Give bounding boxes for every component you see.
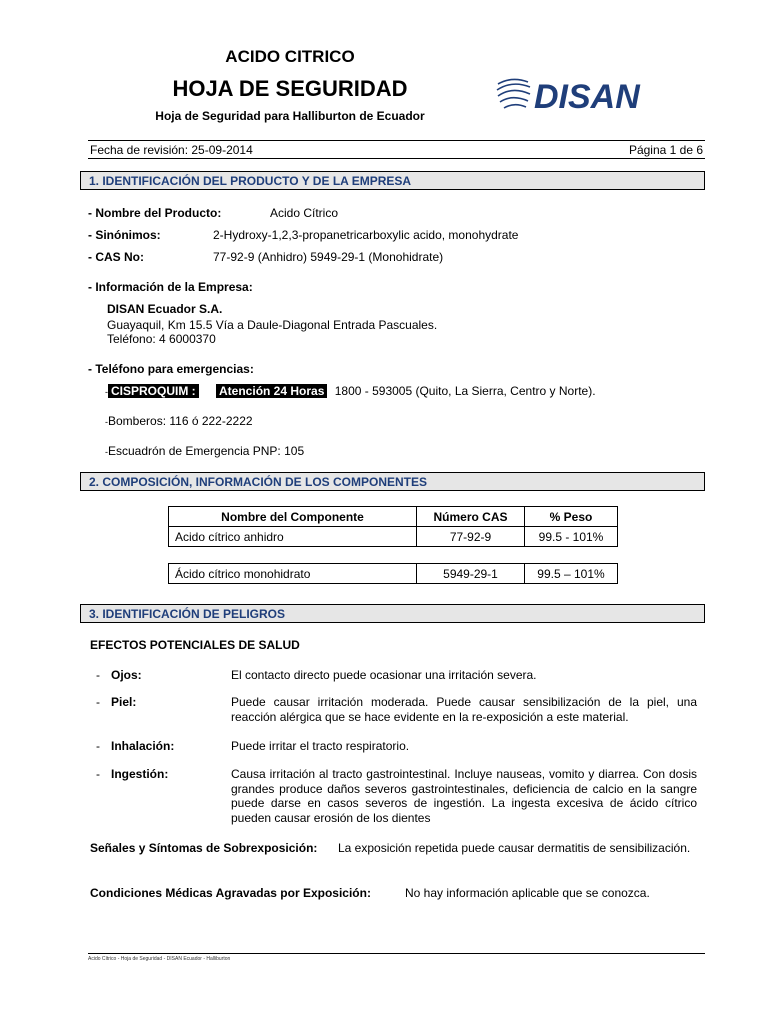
piel-text: Puede causar irritación moderada. Puede causar sensibilización de la piel, una reacción alérgica que se hace evidente en la re-exposición a este material. <box>231 695 697 724</box>
inhalacion-text: Puede irritar el tracto respiratorio. <box>231 739 410 753</box>
cas-label: - CAS No: <box>88 250 144 264</box>
ingestion-label: Ingestión: <box>111 767 169 781</box>
bullet-dash: - <box>105 447 108 457</box>
emergency-phone-label: - Teléfono para emergencias: <box>88 362 254 376</box>
header-rule-bottom <box>88 158 705 159</box>
cisproquim-label: CISPROQUIM : <box>108 384 199 398</box>
header-cas: Número CAS <box>417 507 525 527</box>
document-subtitle: Hoja de Seguridad para Halliburton de Ecuador <box>155 109 425 123</box>
escuadron-text: Escuadrón de Emergencia PNP: 105 <box>108 444 305 458</box>
section-2-header: 2. COMPOSICIÓN, INFORMACIÓN DE LOS COMPONENTES <box>80 472 705 491</box>
cell-cas: 5949-29-1 <box>417 564 525 584</box>
synonyms-label: - Sinónimos: <box>88 228 161 242</box>
company-name: DISAN Ecuador S.A. <box>107 302 223 316</box>
table-row <box>169 564 618 584</box>
cell-component: Ácido cítrico monohidrato <box>169 564 417 584</box>
cisproquim-line <box>105 384 596 398</box>
ojos-label: Ojos: <box>111 668 142 682</box>
dash: - <box>96 767 100 781</box>
signs-text: La exposición repetida puede causar dermatitis de sensibilización. <box>338 841 691 855</box>
bomberos-text: Bomberos: 116 ó 222-2222 <box>108 414 253 428</box>
cisproquim-phone: 1800 - 593005 (Quito, La Sierra, Centro y Norte). <box>334 384 596 398</box>
section-1-header: 1. IDENTIFICACIÓN DEL PRODUCTO Y DE LA EMPRESA <box>80 171 705 190</box>
section-3-header: 3. IDENTIFICACIÓN DE PELIGROS <box>80 604 705 623</box>
inhalacion-label: Inhalación: <box>111 739 175 753</box>
bullet-dash: - <box>105 387 108 397</box>
attention-24h-label: Atención 24 Horas <box>216 384 327 398</box>
dash: - <box>96 668 100 682</box>
page-number: Página 1 de 6 <box>628 143 703 157</box>
escuadron-line <box>105 444 304 458</box>
cell-weight: 99.5 - 101% <box>525 527 618 547</box>
dash: - <box>96 695 100 709</box>
cell-component: Acido cítrico anhidro <box>169 527 417 547</box>
disan-logo <box>494 72 694 116</box>
dash: - <box>96 739 100 753</box>
ojos-text: El contacto directo puede ocasionar una irritación severa. <box>231 668 537 682</box>
footer-rule <box>88 953 705 954</box>
conditions-label: Condiciones Médicas Agravadas por Exposición: <box>90 886 371 900</box>
revision-date: Fecha de revisión: 25-09-2014 <box>90 143 253 157</box>
components-table-2 <box>168 563 618 584</box>
company-phone: Teléfono: 4 6000370 <box>107 332 216 346</box>
bullet-dash: - <box>105 417 108 427</box>
header-weight: % Peso <box>525 507 618 527</box>
document-title: HOJA DE SEGURIDAD <box>172 76 408 101</box>
product-title: ACIDO CITRICO <box>225 47 355 66</box>
ingestion-text: Causa irritación al tracto gastrointestinal. Incluye nauseas, vomito y diarrea. Con dosis grandes produce daños severos gastrointestinales, deficiencia de calcio en la sangre puede darse en casos severos de ingestión. La ingesta excesiva de ácido cítrico pueden causar erosión de los dientes <box>231 767 697 825</box>
bomberos-line <box>105 414 253 428</box>
footer-text: Acido Cítrico - Hoja de Seguridad - DISAN Ecuador - Halliburton <box>88 956 231 962</box>
company-address: Guayaquil, Km 15.5 Vía a Daule-Diagonal Entrada Pascuales. <box>107 318 438 332</box>
synonyms-value: 2-Hydroxy-1,2,3-propanetricarboxylic acido, monohydrate <box>213 228 519 242</box>
table-row <box>169 527 618 547</box>
cell-cas: 77-92-9 <box>417 527 525 547</box>
cas-value: 77-92-9 (Anhidro) 5949-29-1 (Monohidrate) <box>213 250 444 264</box>
product-name-value: Acido Cítrico <box>270 206 339 220</box>
components-table <box>168 506 618 547</box>
logo-text: DISAN <box>534 78 640 116</box>
piel-label: Piel: <box>111 695 137 709</box>
signs-label: Señales y Síntomas de Sobrexposición: <box>90 841 318 855</box>
header-component: Nombre del Componente <box>169 507 417 527</box>
cell-weight: 99.5 – 101% <box>525 564 618 584</box>
company-info-label: - Información de la Empresa: <box>88 280 253 294</box>
header-rule-top <box>88 140 705 141</box>
product-name-label: - Nombre del Producto: <box>88 206 222 220</box>
conditions-text: No hay información aplicable que se conozca. <box>405 886 650 900</box>
health-effects-title: EFECTOS POTENCIALES DE SALUD <box>90 638 300 652</box>
table-header-row <box>169 507 618 527</box>
